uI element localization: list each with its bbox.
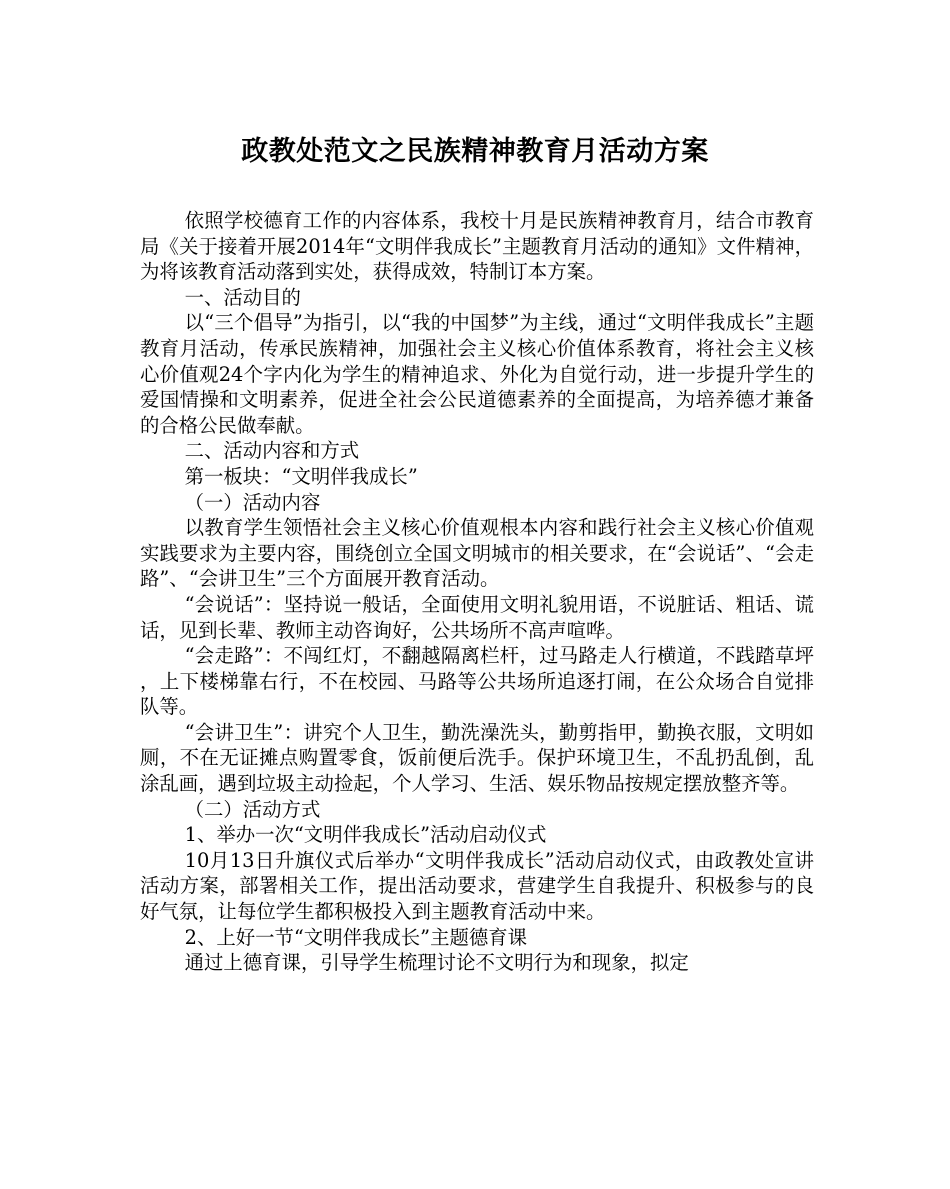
document-body [140,208,814,976]
section-heading-content: 二、活动内容和方式 [184,439,360,463]
subheading-activity-method: （二）活动方式 [184,797,321,821]
purpose-paragraph: 以“三个倡导”为指引，以“我的中国梦”为主线，通过“文明伴我成长”主题教育月活动，传承民族精神，加强社会主义核心价值体系教育，将社会主义核心价值观24个字内化为学生的精神追求、外化为自觉行动，进一步提升学生的爱国情操和文明素养，促进全社会公民道德素养的全面提高，为培养德才兼备的合格公民做奉献。 [140,311,814,437]
hygiene-paragraph: “会讲卫生”：讲究个人卫生，勤洗澡洗头，勤剪指甲，勤换衣服，文明如厕，不在无证摊点购置零食，饭前便后洗手。保护环境卫生，不乱扔乱倒，乱涂乱画，遇到垃圾主动捡起，个人学习、生活、娱乐物品按规定摆放整齐等。 [140,720,814,796]
content-paragraph: 以教育学生领悟社会主义核心价值观根本内容和践行社会主义核心价值观实践要求为主要内容，围绕创立全国文明城市的相关要求，在“会说话”、“会走路”、“会讲卫生”三个方面展开教育活动。 [140,516,814,591]
walking-paragraph: “会走路”：不闯红灯，不翻越隔离栏杆，过马路走人行横道，不践踏草坪，上下楼梯靠右行，不在校园、马路等公共场所追逐打闹，在公众场合自觉排队等。 [140,644,814,719]
method-item-2-heading: 2、上好一节“文明伴我成长”主题德育课 [184,925,528,949]
block-heading-first: 第一板块：“文明伴我成长” [184,464,418,488]
method-item-1-paragraph: 10月13日升旗仪式后举办“文明伴我成长”活动启动仪式，由政教处宣讲活动方案，部署相关工作，提出活动要求，营建学生自我提升、积极参与的良好气氛，让每位学生都积极投入到主题教育活动中来。 [140,848,814,924]
method-item-2-paragraph: 通过上德育课，引导学生梳理讨论不文明行为和现象，拟定 [184,951,689,975]
method-item-1-heading: 1、举办一次“文明伴我成长”活动启动仪式 [184,823,547,847]
intro-paragraph: 依照学校德育工作的内容体系，我校十月是民族精神教育月，结合市教育局《关于接着开展2014年“文明伴我成长”主题教育月活动的通知》文件精神，为将该教育活动落到实处，获得成效，特制订本方案。 [140,209,814,284]
section-heading-purpose: 一、活动目的 [184,285,301,309]
document-title: 政教处范文之民族精神教育月活动方案 [241,136,709,167]
speaking-paragraph: “会说话”：坚持说一般话，全面使用文明礼貌用语，不说脏话、粗话、谎话，见到长辈、教师主动咨询好，公共场所不高声喧哗。 [140,592,814,642]
subheading-activity-content: （一）活动内容 [184,490,321,514]
